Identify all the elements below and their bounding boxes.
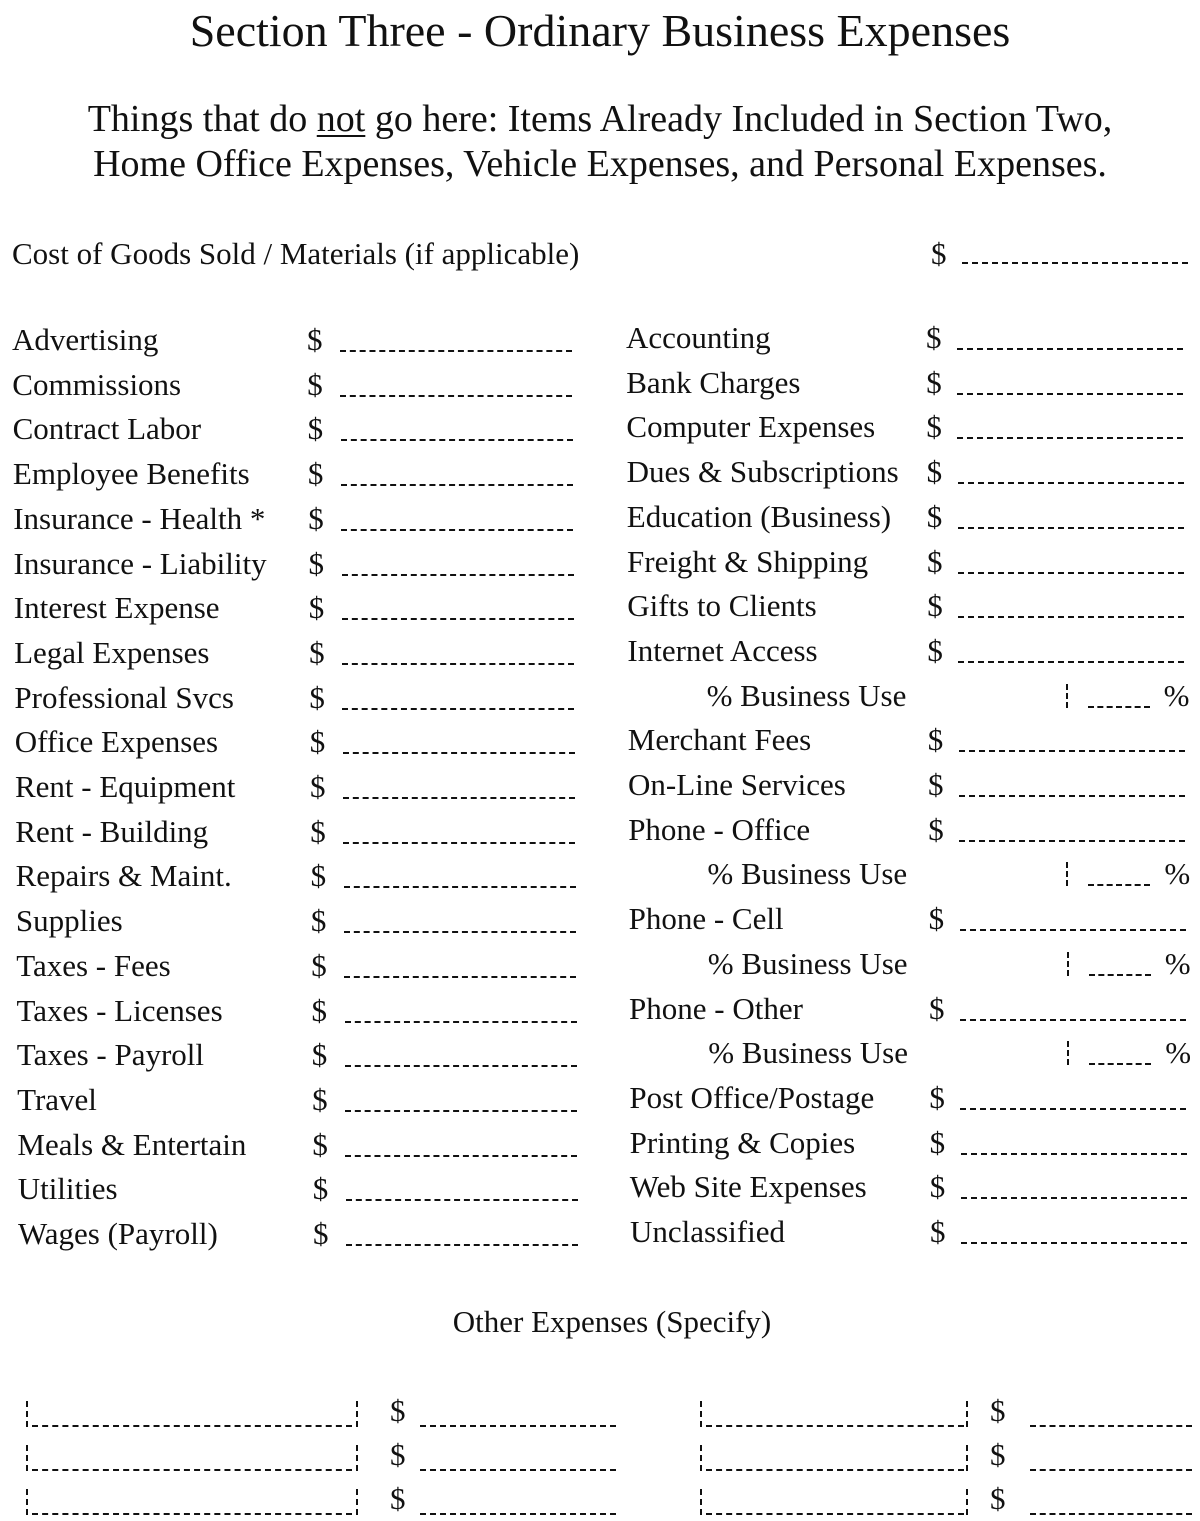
- dollar-sign: $: [929, 1124, 946, 1160]
- expense-label: Taxes - Payroll: [16, 1037, 205, 1073]
- dollar-sign: $: [311, 992, 327, 1028]
- expense-amount-field[interactable]: [957, 348, 1183, 350]
- dollar-sign: $: [928, 767, 944, 802]
- exclusions-note-line2: Home Office Expenses, Vehicle Expenses, and Personal Expenses.: [93, 143, 1107, 185]
- expense-amount-field[interactable]: [957, 393, 1183, 395]
- expense-label: Employee Benefits: [12, 456, 250, 492]
- expense-label: Contract Labor: [12, 411, 202, 447]
- expense-amount-field[interactable]: [343, 797, 575, 799]
- other-expense-amount-field[interactable]: [420, 1513, 616, 1515]
- expense-amount-field[interactable]: [345, 1155, 577, 1157]
- expense-label: Taxes - Fees: [16, 947, 171, 983]
- dollar-sign: $: [312, 1081, 328, 1117]
- expense-amount-field[interactable]: [340, 395, 572, 397]
- cogs-amount-field[interactable]: [962, 262, 1188, 264]
- dollar-sign: $: [307, 456, 324, 492]
- expense-label: Supplies: [15, 903, 123, 939]
- dollar-sign: $: [390, 1437, 406, 1472]
- description-bracket-left: [26, 1489, 28, 1515]
- expense-label: Phone - Office: [628, 811, 811, 847]
- description-bracket-right: [966, 1489, 968, 1515]
- dollar-sign: $: [308, 500, 324, 536]
- description-bracket-left: [700, 1401, 702, 1427]
- expense-label: Printing & Copies: [629, 1124, 856, 1160]
- percent-field-bracket: [1066, 862, 1068, 886]
- percent-sign: %: [1164, 856, 1191, 892]
- other-expense-amount-field[interactable]: [1030, 1425, 1192, 1427]
- dollar-sign: $: [390, 1481, 406, 1516]
- other-expense-description-field[interactable]: [706, 1425, 964, 1427]
- expense-amount-field[interactable]: [961, 1197, 1187, 1199]
- expense-amount-field[interactable]: [346, 1244, 578, 1246]
- dollar-sign: $: [928, 901, 945, 937]
- dollar-sign: $: [309, 679, 325, 715]
- expense-label: Travel: [17, 1081, 97, 1117]
- dollar-sign: $: [390, 1393, 406, 1428]
- dollar-sign: $: [929, 990, 945, 1026]
- expense-label: Commissions: [12, 366, 182, 402]
- other-expense-description-field[interactable]: [32, 1513, 352, 1515]
- expense-amount-field[interactable]: [959, 840, 1185, 842]
- expense-label: Post Office/Postage: [629, 1079, 875, 1115]
- dollar-sign: $: [308, 590, 325, 626]
- percent-field-bracket: [1067, 952, 1069, 976]
- expense-label: Insurance - Health *: [13, 500, 266, 536]
- expense-amount-field[interactable]: [957, 437, 1183, 439]
- dollar-sign: $: [927, 588, 943, 624]
- expense-label: Dues & Subscriptions: [626, 454, 899, 490]
- expense-amount-field[interactable]: [959, 795, 1185, 797]
- description-bracket-right: [966, 1401, 968, 1427]
- dollar-sign: $: [310, 813, 326, 849]
- expense-amount-field[interactable]: [344, 886, 576, 888]
- expense-amount-field[interactable]: [342, 663, 574, 665]
- expense-label: Wages (Payroll): [18, 1216, 218, 1251]
- dollar-sign: $: [312, 1171, 329, 1207]
- description-bracket-left: [700, 1445, 702, 1471]
- expense-amount-field[interactable]: [344, 931, 576, 933]
- dollar-sign: $: [990, 1481, 1006, 1516]
- dollar-sign: $: [990, 1437, 1006, 1472]
- dollar-sign: $: [307, 322, 323, 357]
- expense-label: Professional Svcs: [14, 679, 234, 715]
- percent-sign: %: [1163, 677, 1190, 713]
- expense-label: Phone - Other: [629, 990, 803, 1026]
- expense-label: Advertising: [12, 322, 159, 357]
- dollar-sign: $: [926, 498, 943, 534]
- dollar-sign: $: [929, 1079, 945, 1115]
- dollar-sign: $: [927, 543, 943, 579]
- expense-amount-field[interactable]: [343, 842, 575, 844]
- description-bracket-left: [26, 1445, 28, 1471]
- business-use-percent-field[interactable]: [1089, 1063, 1151, 1065]
- other-expense-amount-field[interactable]: [1030, 1513, 1192, 1515]
- cogs-dollar-sign: $: [931, 236, 947, 271]
- expense-label: On-Line Services: [628, 767, 846, 802]
- other-expense-description-field[interactable]: [706, 1469, 964, 1471]
- expense-amount-field[interactable]: [346, 1199, 578, 1201]
- expense-label: Repairs & Maint.: [15, 858, 232, 894]
- dollar-sign: $: [926, 320, 942, 355]
- dollar-sign: $: [928, 811, 944, 847]
- expense-label: Insurance - Liability: [13, 545, 267, 581]
- description-bracket-right: [356, 1445, 358, 1471]
- dollar-sign: $: [307, 366, 323, 402]
- expense-amount-field[interactable]: [341, 484, 573, 486]
- dollar-sign: $: [310, 769, 326, 804]
- expense-amount-field[interactable]: [958, 616, 1184, 618]
- other-expense-description-field[interactable]: [706, 1513, 964, 1515]
- exclusions-note-line1: [0, 97, 1200, 141]
- expense-amount-field[interactable]: [961, 1153, 1187, 1155]
- expense-amount-field[interactable]: [340, 350, 572, 352]
- business-use-percent-field[interactable]: [1089, 974, 1151, 976]
- dollar-sign: $: [930, 1214, 946, 1249]
- expense-label: Bank Charges: [626, 364, 801, 400]
- expense-amount-field[interactable]: [345, 1065, 577, 1067]
- expense-label: Rent - Equipment: [15, 769, 236, 804]
- expense-amount-field[interactable]: [345, 1110, 577, 1112]
- other-expense-description-field[interactable]: [32, 1469, 352, 1471]
- description-bracket-right: [966, 1445, 968, 1471]
- cogs-label: Cost of Goods Sold / Materials (if applicable): [12, 236, 580, 271]
- dollar-sign: $: [312, 1126, 328, 1162]
- expense-label: Web Site Expenses: [629, 1169, 867, 1205]
- dollar-sign: $: [927, 632, 943, 668]
- description-bracket-left: [700, 1489, 702, 1515]
- page-title: Section Three - Ordinary Business Expenses: [189, 5, 1011, 56]
- expense-amount-field[interactable]: [960, 929, 1186, 931]
- expense-amount-field[interactable]: [958, 572, 1184, 574]
- other-expense-amount-field[interactable]: [420, 1469, 616, 1471]
- dollar-sign: $: [307, 411, 324, 447]
- percent-field-bracket: [1066, 684, 1068, 708]
- dollar-sign: $: [313, 1216, 329, 1251]
- expense-amount-field[interactable]: [345, 1021, 577, 1023]
- expense-label: Gifts to Clients: [627, 588, 817, 624]
- business-use-label: % Business Use: [706, 677, 907, 713]
- expense-amount-field[interactable]: [341, 439, 573, 441]
- other-expense-description-field[interactable]: [32, 1425, 352, 1427]
- expense-label: Meals & Entertain: [17, 1126, 247, 1162]
- expense-label: Interest Expense: [13, 590, 220, 626]
- dollar-sign: $: [926, 454, 943, 490]
- dollar-sign: $: [990, 1393, 1006, 1428]
- percent-sign: %: [1164, 945, 1191, 981]
- dollar-sign: $: [309, 634, 325, 670]
- expense-amount-field[interactable]: [961, 1242, 1187, 1244]
- dollar-sign: $: [926, 409, 942, 445]
- other-expense-amount-field[interactable]: [420, 1425, 616, 1427]
- expense-amount-field[interactable]: [960, 1019, 1186, 1021]
- exclusions-note-prefix: Things that do: [87, 98, 317, 140]
- dollar-sign: $: [929, 1169, 946, 1205]
- expense-amount-field[interactable]: [342, 618, 574, 620]
- dollar-sign: $: [309, 724, 326, 760]
- dollar-sign: $: [310, 858, 327, 894]
- expense-label: Taxes - Licenses: [16, 992, 223, 1028]
- expense-amount-field[interactable]: [958, 482, 1184, 484]
- expense-amount-field[interactable]: [958, 527, 1184, 529]
- expense-label: Office Expenses: [14, 724, 219, 760]
- description-bracket-right: [356, 1489, 358, 1515]
- expense-amount-field[interactable]: [343, 752, 575, 754]
- expense-label: Rent - Building: [15, 813, 209, 849]
- dollar-sign: $: [927, 722, 944, 758]
- percent-sign: %: [1165, 1035, 1192, 1071]
- business-use-label: % Business Use: [707, 945, 908, 981]
- expense-label: Legal Expenses: [14, 634, 210, 670]
- expense-label: Utilities: [17, 1171, 118, 1207]
- other-expense-amount-field[interactable]: [1030, 1469, 1192, 1471]
- expense-label: Internet Access: [627, 632, 818, 668]
- business-use-label: % Business Use: [707, 856, 908, 892]
- expense-amount-field[interactable]: [959, 750, 1185, 752]
- expense-amount-field[interactable]: [341, 529, 573, 531]
- expense-label: Unclassified: [630, 1214, 785, 1249]
- other-expenses-heading: Other Expenses (Specify): [452, 1304, 772, 1339]
- expense-label: Computer Expenses: [626, 409, 876, 445]
- expense-amount-field[interactable]: [342, 574, 574, 576]
- expense-amount-field[interactable]: [960, 1108, 1186, 1110]
- business-use-percent-field[interactable]: [1088, 706, 1150, 708]
- expense-label: Phone - Cell: [628, 901, 784, 937]
- expense-label: Freight & Shipping: [627, 543, 869, 579]
- expense-amount-field[interactable]: [342, 708, 574, 710]
- dollar-sign: $: [311, 1037, 328, 1073]
- description-bracket-right: [356, 1401, 358, 1427]
- dollar-sign: $: [926, 364, 942, 400]
- expense-label: Education (Business): [626, 498, 892, 534]
- expense-label: Accounting: [626, 320, 771, 355]
- expense-amount-field[interactable]: [344, 976, 576, 978]
- exclusions-note-suffix: go here: Items Already Included in Section Two,: [365, 98, 1113, 140]
- description-bracket-left: [26, 1401, 28, 1427]
- business-use-label: % Business Use: [708, 1035, 908, 1071]
- percent-field-bracket: [1067, 1041, 1069, 1065]
- dollar-sign: $: [308, 545, 324, 581]
- expense-label: Merchant Fees: [627, 722, 812, 758]
- business-use-percent-field[interactable]: [1088, 884, 1150, 886]
- exclusions-note-emphasis: not: [316, 98, 366, 140]
- dollar-sign: $: [310, 903, 327, 939]
- dollar-sign: $: [311, 947, 327, 983]
- expense-amount-field[interactable]: [958, 661, 1184, 663]
